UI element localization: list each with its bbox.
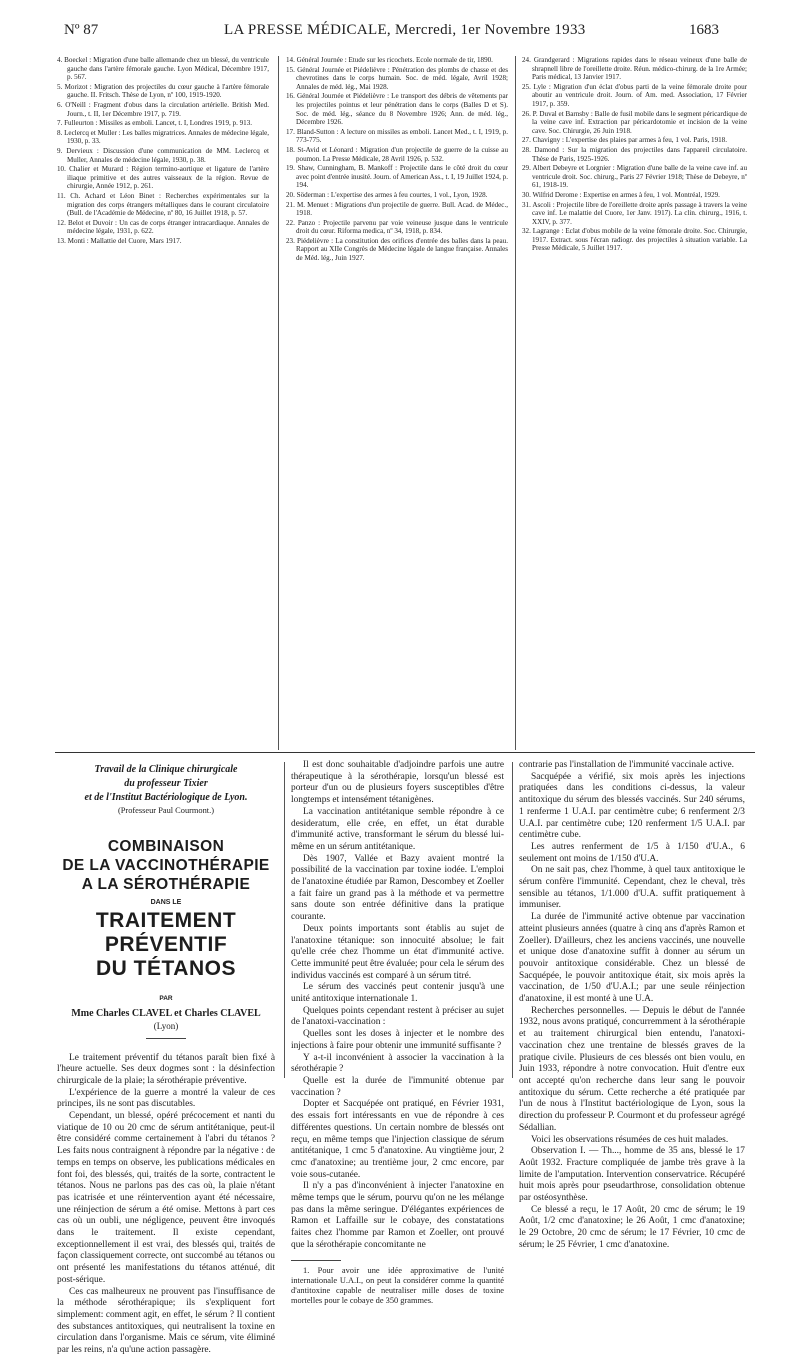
reference-entry: 7. Fulleurton : Missiles as emboli. Lancet, t. I, Londres 1919, p. 913. [57,119,253,128]
author-location: (Lyon) [153,1020,179,1031]
reference-entry: 8. Leclercq et Muller : Les balles migratrices. Annales de médecine légale, 1930, p. 33. [57,128,269,146]
reference-entry: 10. Chalier et Murard : Région termino-aortique et ligature de l'artère iliaque primitive et des autres vaisseaux de la région. Revue de chirurgie, Année 1912, p. 261. [57,165,269,191]
by-label: PAR [159,995,173,1003]
title-line: COMBINAISON [107,837,225,855]
reference-entry: 23. Piédelièvre : La constitution des orifices d'entrée des balles dans la peau. Rapport au XIIe Congrès de Médecine légale de langue française. Annales de Méd. lég., Juin 1927. [286,236,508,263]
body-paragraph: La durée de l'immunité active obtenue par vaccination atteint plusieurs années (quatre à cinq ans d'après Ramon et Zoeller). D'ailleurs, chez les anciens vaccinés, une nouvelle et unique dose d'anatoxine suffit à donner au sérum un pouvoir antitoxique considérable. Chez un blessé de Sacquépée, le pouvoir antitoxique était, six mois après la vaccination, de 1/50 d'U.A.I.; par une seule réinjection d'anatoxine, il est monté à une U.A. [519,912,745,1005]
column-1-body [57,1053,275,1357]
origin-line: du professeur Tixier [124,778,208,789]
reference-entry: 26. P. Duval et Barnsby : Balle de fusil mobile dans le segment péricardique de la veine cave inf. Extraction par péricardotomie et incision de la veine cave. Soc. Chirurgie, 26 Juin 1918. [522,109,747,135]
body-paragraph: Recherches personnelles. — Depuis le début de l'année 1932, nous avons pratiqué, concurremment à la sérothérapie et au traitement chirurgical bien entendu, l'anatoxi-vaccination chez une trentaine de blessés graves de la pratique civile. Plusieurs de ces blessés ont bien voulu, en Juin 1933, répondre à notre convocation. Huit d'entre eux ont accepté qu'on recherche dans leur sang le pouvoir antitoxique du sérum. Cette recherche a été pratiquée par l'un de nous à l'Institut bactériologique de Lyon, sous la direction du professeur P. Courmont et du professeur agrégé Sédallian. [519,1005,745,1133]
reference-entry: 5. Morizot : Migration des projectiles du cœur gauche à l'artère fémorale gauche. II. Fritsch. Thèse de Lyon, nº 100, 1919-1920. [57,82,269,100]
reference-entry: 28. Damond : Sur la migration des projectiles dans l'appareil circulatoire. Thèse de Paris, 1925-1926. [522,145,747,163]
reference-entry: 14. Général Journée : Etude sur les ricochets. Ecole normale de tir, 1890. [286,56,493,64]
article-column-2 [291,760,504,1305]
body-paragraph: Cependant, un blessé, opéré précocement et nanti du viatique de 10 ou 20 cmc de sérum antitétanique, peut-il être considéré comme certainement à l'abri du tétanos ? Les faits nous contraignent à répondre par la négative : de temps en temps on observe, les publications médicales en font foi, des blessés, qui, traités de la sorte, contractent le tétanos. Nous ne parlons pas des cas où, la plaie n'étant pas icatrisée et une réintervention ayant été nécessaire, une réinjection de sérum a été omise. Mettons à part ces cas où un oubli, une négligence, peuvent être invoqués dans le traitement. Il existe cependant, exceptionnellement il est vrai, des blessés qui, traités de façon classiquement correcte, ont succombé au tétanos ou ont présenté les manifestations du tétanos atténué, dit post-sérique. [57,1111,275,1285]
reference-entry: 21. M. Menuet : Migrations d'un projectile de guerre. Bull. Acad. de Médec., 1918. [286,200,508,218]
title-rule [146,1038,186,1039]
body-paragraph: On ne sait pas, chez l'homme, à quel taux antitoxique le sérum confère l'immunité. Cependant, chez le cheval, très sensible au tétanos, 1/1.000 d'U.A. suffit pratiquement à immuniser. [519,865,745,911]
body-paragraph: Le sérum des vaccinés peut contenir jusqu'à une unité antitoxique internationale 1. [291,982,504,1005]
column-divider [515,56,516,750]
footnote-rule [291,1260,341,1261]
reference-entry: 18. St-Avid et Léonard : Migration d'un projectile de guerre de la cuisse au poumon. La Presse Médicale, 28 Avril 1926, p. 532. [286,145,508,163]
body-paragraph: Ce blessé a reçu, le 17 Août, 20 cmc de sérum; le 19 Août, 1/2 cmc d'anatoxine; le 26 Août, 1 cmc d'anatoxine; le 29 Octobre, 20 cmc de sérum; le 17 Février, 10 cmc de sérum; le 25 Février, 1 cmc d'anatoxine. [519,1204,745,1250]
issue-number: Nº 87 [64,22,99,38]
article-column-3 [519,760,745,1250]
body-paragraph: Dopter et Sacquépée ont pratiqué, en Février 1931, des essais fort intéressants en vue de répondre à ces différentes questions. Un certain nombre de blessés ont reçu, en même temps que l'injection classique de sérum antitétanique, 1 cmc 5 d'anatoxine. Au vingtième jour, 2 cmc d'anatoxine; au trentième jour, 2 cmc encore, par voie sous-cutanée. [291,1099,504,1180]
origin-line: Travail de la Clinique chirurgicale [94,764,238,775]
body-paragraph: contrarie pas l'installation de l'immunité vaccinale active. [519,760,735,770]
page-header [64,22,719,44]
article-main-title [57,909,275,981]
section-divider [55,752,755,753]
reference-entry: 20. Söderman : L'expertise des armes à feu courtes, 1 vol., Lyon, 1928. [286,190,488,199]
journal-title: LA PRESSE MÉDICALE, Mercredi, 1er Novembre 1933 [224,22,586,38]
column-3-body [519,760,745,1252]
article-authors: Mme Charles CLAVEL et Charles CLAVEL [71,1008,261,1020]
body-paragraph: Deux points importants sont établis au sujet de l'anatoxine tétanique: son innocuité absolue; le fait qu'elle crée chez l'homme un état d'immunité active. Cette immunité peut être évaluée; pour cela le sérum des individus vaccinés est comparé à un sérum titré. [291,923,504,981]
reference-entry: 25. Lyle : Migration d'un éclat d'obus parti de la veine fémorale droite pour aboutir au ventricule droit. Journ. of Am. med. Association, 17 Février 1917, p. 359. [522,82,747,108]
article-title [57,837,275,894]
body-paragraph: Il est donc souhaitable d'adjoindre parfois une autre thérapeutique à la sérothérapie, lorsqu'un blessé est porteur d'un ou de plusieurs foyers susceptibles d'être longtemps et intensément tétanigènes. [291,760,504,806]
body-paragraph: Il n'y a pas d'inconvénient à injecter l'anatoxine en même temps que le sérum, pourvu qu'on ne les mélange pas dans la même seringue. D'élégantes expériences de Ramon et Laffaille sur le cobaye, des constatations faites chez l'homme par Ramon et Zoeller, ont prouvé que la sérothérapie concomitante ne [291,1181,504,1250]
body-paragraph: Quelles sont les doses à injecter et le nombre des injections à faire pour obtenir une immunité suffisante ? [291,1029,504,1051]
reference-entry: 12. Belot et Duvoir : Un cas de corps étranger intracardiaque. Annales de médecine légale, 1931, p. 622. [57,218,269,236]
reference-entry: 16. Général Journée et Piédelièvre : Le transport des débris de vêtements par les projectiles pointus et leur pénétration dans le corps (Balles D et S). Soc. de méd. lég., séance du 8 Novembre 1926; Ann. de méd. lég., Décembre 1926. [286,92,508,127]
body-paragraph: L'expérience de la guerre a montré la valeur de ces principes, ils ne sont pas discutables. [57,1087,275,1110]
page-number: 1683 [689,22,719,38]
reference-entry: 4. Boeckel : Migration d'une balle allemande chez un blessé, du ventricule gauche dans l'artère fémorale gauche. Lyon Médical, Décembre 1917, p. 567. [57,56,269,82]
title-line: DU TÉTANOS [96,957,236,981]
origin-professor: (Professeur Paul Courmont.) [117,806,215,815]
reference-entry: 19. Shaw, Cunningham, B. Mankoff : Projectile dans le côté droit du cœur avec point d'entrée inusité. Journ. of American Ass., t. I, 19 Juillet 1924, p. 194. [286,164,508,190]
article-origin [57,764,275,817]
body-paragraph: Le traitement préventif du tétanos paraît bien fixé à l'heure actuelle. Ses deux dogmes sont : la désinfection chirurgicale de la plaie; la sérothérapie préventive. [57,1052,275,1086]
references-column-2 [286,56,508,752]
reference-entry: 15. Général Journée et Piédelièvre : Pénétration des plombs de chasse et des chevrotines dans le corps humain. Soc. de méd. légale, Avril 1928; Annales de méd. lég., Mai 1928. [286,65,508,91]
reference-entry: 13. Monti : Mallattie del Cuore, Mars 1917. [57,236,182,245]
body-paragraph: Ces cas malheureux ne prouvent pas l'insuffisance de la méthode sérothérapique; ils s'expliquent fort simplement: comment agit, en effet, le sérum ? Il contient des substances antitoxiques, qui neutralisent la toxine en circulation dans l'organisme. Mais ce sérum, vite éliminé par les reins, n'a qu'une action passagère. [57,1286,275,1356]
column-2-body [291,760,504,1252]
body-paragraph: Voici les observations résumées de ces huit malades. [531,1134,729,1145]
origin-line: et de l'Institut Bactériologique de Lyon. [84,792,248,803]
reference-entry: 32. Lagrange : Eclat d'obus mobile de la veine fémorale droite. Soc. Chirurgie, 1917. Extract. sous l'écran radiogr. des projectiles à situation variable. La Presse Médicale, 5 Juillet 1917. [522,227,747,253]
references-column-1 [57,56,269,752]
title-line: TRAITEMENT PRÉVENTIF [95,909,237,957]
body-paragraph: Quelle est la durée de l'immunité obtenue par vaccination ? [291,1075,504,1098]
reference-entry: 24. Grandgerard : Migrations rapides dans le réseau veineux d'une balle de shrapnell libre de l'oreillette droite. Réun. médico-chirurg. de la 1re Armée; Paris médical, 13 Janvier 1917. [522,56,747,82]
column-divider [284,762,285,1078]
reference-entry: 11. Ch. Achard et Léon Binet : Recherches expérimentales sur la migration des corps étrangers métalliques dans le courant circulatoire (Bull. de l'Académie de Médecine, nº 80, 16 Juillet 1918, p. 57. [57,191,269,218]
reference-entry: 9. Dervieux : Discussion d'une communication de MM. Leclercq et Muller, Annales de médecine légale, 1930, p. 38. [57,146,269,164]
reference-entry: 27. Chavigny : L'expertise des plaies par armes à feu, 1 vol. Paris, 1918. [522,136,727,145]
body-paragraph: Y a-t-il inconvénient à associer la vaccination à la sérothérapie ? [291,1052,504,1075]
footnote: 1. Pour avoir une idée approximative de l'unité internationale U.A.I., on peut la considérer comme la quantité d'antitoxine capable de neutraliser mille doses de toxine mortelles pour le cobaye de 350 grammes. [291,1265,504,1305]
reference-entry: 29. Albert Debeyre et Lorgnier : Migration d'une balle de la veine cave inf. au ventricule droit. Soc. chirurg., Paris 27 Février 1918; Thèse de Debeyre, nº 61, 1918-19. [522,164,747,190]
title-line: DE LA VACCINOTHÉRAPIE [62,856,270,874]
reference-entry: 6. O'Neill : Fragment d'obus dans la circulation artérielle. British Med. Journ., t. II, 1er Décembre 1917, p. 719. [57,100,269,118]
body-paragraph: Les autres renferment de 1/5 à 1/150 d'U.A., 6 seulement ont moins de 1/150 d'U.A. [519,841,745,864]
reference-entry: 17. Bland-Sutton : A lecture on missiles as emboli. Lancet Med., t. I, 1919, p. 773-775. [286,127,508,145]
reference-entry: 31. Ascoli : Projectile libre de l'oreillette droite après passage à travers la veine cave inf. Le malattie del Cuore, 1er Janv. 1917). La clin. chirurg., 1916, t. XXIV, p. 377. [522,200,747,226]
body-paragraph: Observation I. — Th..., homme de 35 ans, blessé le 17 Août 1932. Fracture compliquée de jambe très grave à la limite de l'amputation. Intervention conservatrice. Récupéré huit mois après pour pseudarthrose, consolidation obtenue par ostéosynthèse. [519,1146,745,1204]
column-divider [512,762,513,1078]
reference-entry: 30. Wilfrid Derome : Expertise en armes à feu, 1 vol. Montréal, 1929. [522,190,720,199]
title-connector: DANS LE [150,898,182,906]
title-line: A LA SÉROTHÉRAPIE [81,875,251,893]
references-column-3 [522,56,747,752]
column-divider [278,56,279,750]
body-paragraph: Sacquépée a vérifié, six mois après les injections pratiquées dans les conditions ci-dessus, la valeur antitoxique du sérum des blessés vaccinés. Sur 240 sérums, 1 renferme 1 U.A.I. par centimètre cube; 6 renferment 2/3 U.A.I. par centimètre cube; 120 renferment 1/5 U.A.I. par centimètre cube. [519,771,745,841]
reference-entry: 22. Panzo : Projectile parvenu par voie veineuse jusque dans le ventricule droit du cœur. Riforma medica, nº 34, 1918, p. 834. [286,218,508,236]
article-column-1 [57,762,275,1356]
body-paragraph: La vaccination antitétanique semble répondre à ce desideratum, elle crée, en effet, un état durable d'immunité active, transformant le sérum du blessé lui-même en un sérum antitétanique. [291,806,504,852]
body-paragraph: Dès 1907, Vallée et Bazy avaient montré la possibilité de la vaccination par toxine iodée. L'emploi de l'anatoxine étudiée par Ramon, Descombey et Zoeller a fait faire un grand pas à la méthode et va permettre sans doute son entrée définitive dans la pratique courante. [291,853,504,923]
body-paragraph: Quelques points cependant restent à préciser au sujet de l'anatoxi-vaccination : [291,1005,504,1028]
